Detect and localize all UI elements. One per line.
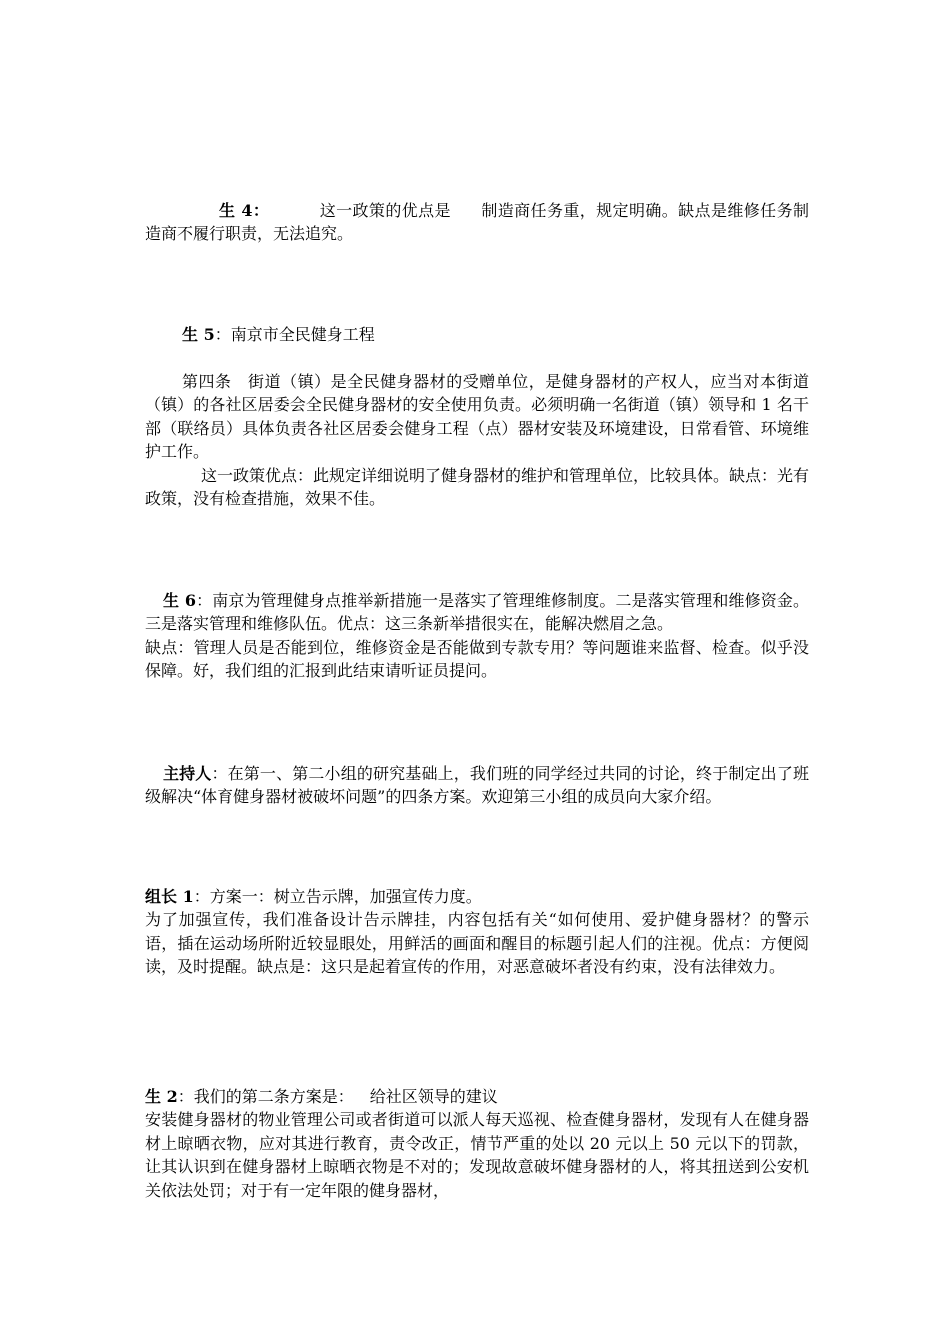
section-student-5-body [145, 370, 809, 510]
student-6-paragraph [145, 589, 809, 636]
host-paragraph [145, 762, 809, 809]
paragraph-text: ：南京为管理健身点推举新措施一是落实了管理维修制度。二是落实管理和维修资金。三是落实管理和维修队伍。优点：这三条新举措很实在，能解决燃眉之急。 [145, 591, 809, 634]
section-student-6 [145, 589, 809, 683]
student-2-heading [145, 1085, 809, 1108]
student-5-heading [145, 323, 809, 346]
speaker-label: 生 4： [219, 201, 270, 220]
plan-one-paragraph: 为了加强宣传，我们准备设计告示牌挂，内容包括有关“如何使用、爱护健身器材？的警示语，插在运动场所附近较显眼处，用鲜活的画面和醒目的标题引起人们的注视。优点：方便阅读，及时提醒。缺点是：这只是起着宣传的作用，对恶意破坏者没有约束，没有法律效力。 [145, 910, 809, 977]
section-student-4 [145, 199, 809, 246]
regulation-paragraph: 第四条 街道（镇）是全民健身器材的受赠单位，是健身器材的产权人，应当对本街道（镇）的各社区居委会全民健身器材的安全使用负责。必须明确一名街道（镇）领导和 1 名干部（联络员）具体负责各社区居委会健身工程（点）器材安装及环境建设，日常看管、环境维护工作。 [145, 372, 809, 462]
heading-text: 给社区领导的建议 [369, 1087, 498, 1106]
speaker-label: 生 6 [163, 591, 196, 610]
section-student-2 [145, 1085, 809, 1202]
document-page [145, 0, 809, 1344]
student-4-paragraph [145, 199, 809, 246]
speaker-label: 主持人 [163, 764, 212, 783]
drawback-paragraph: 缺点：管理人员是否能到位，维修资金是否能做到专款专用？等问题谁来监督、检查。似乎没保障。好，我们组的汇报到此结束请听证员提问。 [145, 637, 809, 681]
speaker-label: 组长 1 [145, 887, 194, 906]
paragraph-text: 制造商任务重，规定明确。缺点是维修任务制造商不履行职责，无法追究。 [145, 201, 809, 244]
heading-text: ：南京市全民健身工程 [214, 325, 375, 344]
speaker-label: 生 5 [182, 325, 215, 344]
section-leader-1 [145, 885, 809, 979]
section-host [145, 762, 809, 809]
paragraph-text: ：在第一、第二小组的研究基础上，我们班的同学经过共同的讨论，终于制定出了班级解决“体育健身器材被破坏问题”的四条方案。欢迎第三小组的成员向大家介绍。 [145, 764, 809, 807]
plan-two-paragraph: 安装健身器材的物业管理公司或者街道可以派人每天巡视、检查健身器材，发现有人在健身器材上晾晒衣物，应对其进行教育，责令改正，情节严重的处以 20 元以上 50 元以下的罚款，让其认识到在健身器材上晾晒衣物是不对的；发现故意破坏健身器材的人，将其扭送到公安机关依法处罚；对于有一定年限的健身器材， [145, 1110, 809, 1200]
evaluation-paragraph: 这一政策优点：此规定详细说明了健身器材的维护和管理单位，比较具体。缺点：光有政策，没有检查措施，效果不佳。 [145, 465, 810, 509]
heading-text: ：我们的第二条方案是： [177, 1087, 354, 1106]
speaker-label: 生 2 [145, 1087, 178, 1106]
leader-1-heading [145, 885, 809, 908]
section-student-5 [145, 323, 809, 346]
paragraph-text: 这一政策的优点是 [319, 201, 451, 220]
heading-text: ：方案一：树立告示牌，加强宣传力度。 [193, 887, 482, 906]
